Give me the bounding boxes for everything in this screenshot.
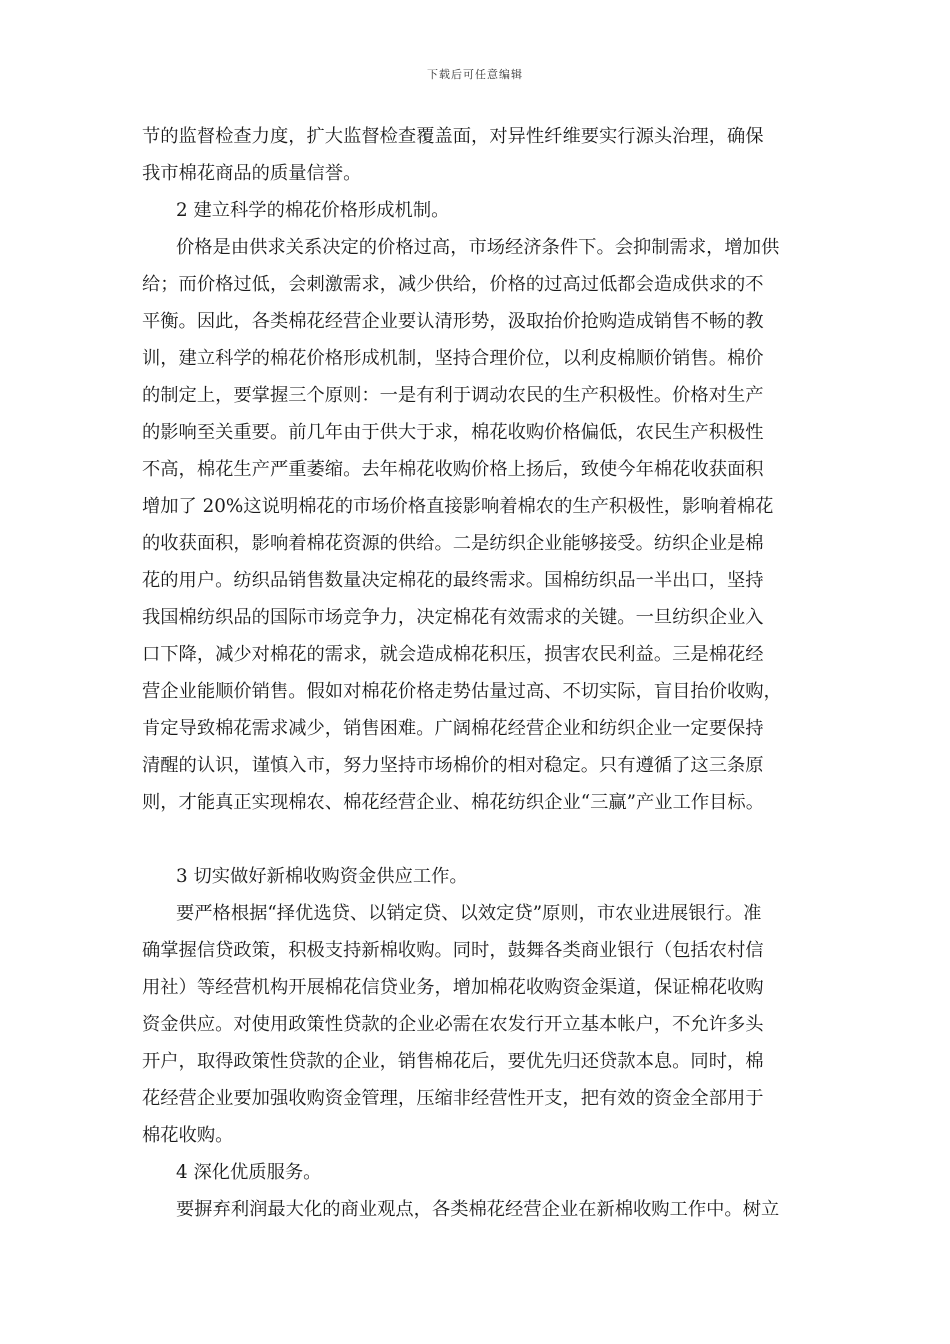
text-line: 资金供应。对使用政策性贷款的企业必需在农发行开立基本帐户，不允许多头 [142, 1014, 764, 1035]
text-line: 花经营企业要加强收购资金管理，压缩非经营性开支，把有效的资金全部用于 [142, 1088, 764, 1109]
text-line: 平衡。因此，各类棉花经营企业要认清形势，汲取抬价抢购造成销售不畅的教 [142, 311, 764, 332]
text-line: 的制定上，要掌握三个原则：一是有利于调动农民的生产积极性。价格对生产 [142, 385, 764, 406]
text-line: 增加了 20%这说明棉花的市场价格直接影响着棉农的生产积极性，影响着棉花 [142, 496, 774, 517]
text-line: 要摒弃利润最大化的商业观点，各类棉花经营企业在新棉收购工作中。树立 [176, 1199, 780, 1220]
paragraph-gap [142, 821, 822, 858]
text-line: 肯定导致棉花需求减少，销售困难。广阔棉花经营企业和纺织企业一定要保持 [142, 718, 764, 739]
text-line: 训，建立科学的棉花价格形成机制，坚持合理价位，以利皮棉顺价销售。棉价 [142, 348, 764, 369]
text-line: 棉花收购。 [142, 1125, 234, 1146]
section-heading: 4 深化优质服务。 [176, 1162, 322, 1183]
text-line: 的收获面积，影响着棉花资源的供给。二是纺织企业能够接受。纺织企业是棉 [142, 533, 764, 554]
text-line: 我市棉花商品的质量信誉。 [142, 163, 362, 184]
section-heading: 2 建立科学的棉花价格形成机制。 [176, 200, 450, 221]
text-line: 不高，棉花生产严重萎缩。去年棉花收购价格上扬后，致使今年棉花收获面积 [142, 459, 764, 480]
text-line: 则，才能真正实现棉农、棉花经营企业、棉花纺织企业“三赢”产业工作目标。 [142, 792, 764, 813]
text-line: 价格是由供求关系决定的价格过高，市场经济条件下。会抑制需求，增加供 [176, 237, 780, 258]
text-line: 的影响至关重要。前几年由于供大于求，棉花收购价格偏低，农民生产积极性 [142, 422, 764, 443]
text-line: 我国棉纺织品的国际市场竞争力，决定棉花有效需求的关键。一旦纺织企业入 [142, 607, 764, 628]
text-line: 口下降，减少对棉花的需求，就会造成棉花积压，损害农民利益。三是棉花经 [142, 644, 764, 665]
text-line: 营企业能顺价销售。假如对棉花价格走势估量过高、不切实际，盲目抬价收购， [142, 681, 782, 702]
text-line: 清醒的认识，谨慎入市，努力坚持市场棉价的相对稳定。只有遵循了这三条原 [142, 755, 764, 776]
text-line: 给；而价格过低，会刺激需求，减少供给，价格的过高过低都会造成供求的不 [142, 274, 764, 295]
text-line: 确掌握信贷政策，积极支持新棉收购。同时，鼓舞各类商业银行（包括农村信 [142, 940, 764, 961]
section-heading: 3 切实做好新棉收购资金供应工作。 [176, 866, 468, 887]
text-line: 花的用户。纺织品销售数量决定棉花的最终需求。国棉纺织品一半出口，坚持 [142, 570, 764, 591]
page-header: 下载后可任意编辑 [427, 68, 523, 81]
text-line: 节的监督检查力度，扩大监督检查覆盖面，对异性纤维要实行源头治理，确保 [142, 126, 764, 147]
document-body [142, 118, 822, 1228]
text-line: 用社）等经营机构开展棉花信贷业务，增加棉花收购资金渠道，保证棉花收购 [142, 977, 764, 998]
text-line: 要严格根据“择优选贷、以销定贷、以效定贷”原则，市农业进展银行。准 [176, 903, 762, 924]
text-line: 开户，取得政策性贷款的企业，销售棉花后，要优先归还贷款本息。同时，棉 [142, 1051, 764, 1072]
